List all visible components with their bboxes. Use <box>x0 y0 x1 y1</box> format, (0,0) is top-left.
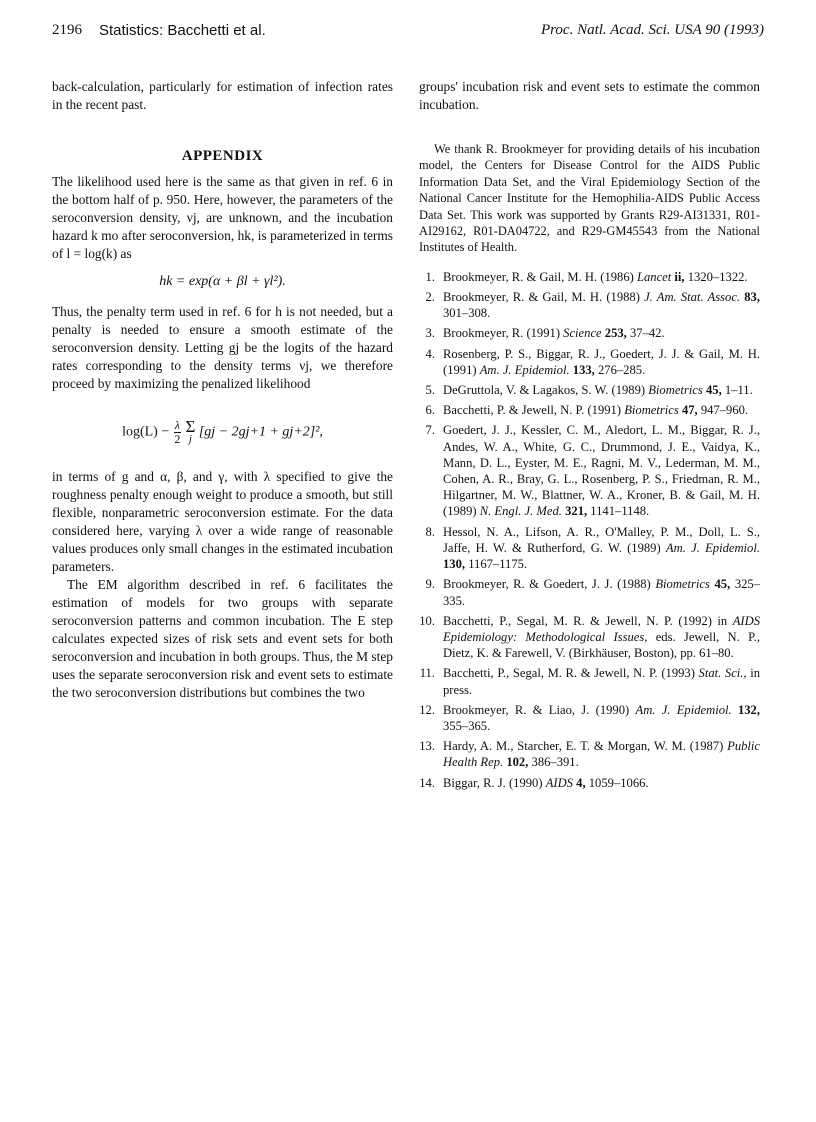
reference-item <box>419 738 760 770</box>
reference-pages: 1141–1148. <box>590 504 650 519</box>
reference-pages: 947–960. <box>700 403 749 418</box>
reference-number: 8. <box>425 524 435 539</box>
reference-volume: 102, <box>506 755 529 770</box>
reference-item <box>419 289 760 321</box>
reference-volume: 253, <box>604 326 627 341</box>
hazard-equation: hk = exp(α + βl + γl²). <box>159 274 286 289</box>
reference-authors: Rosenberg, P. S., Biggar, R. J., Goedert, J. J. & Gail, M. H. (1991) <box>443 346 760 377</box>
reference-journal: Biometrics <box>655 577 710 592</box>
reference-volume: 45, <box>714 577 731 592</box>
reference-pages: 276–285. <box>597 362 646 377</box>
eq-sigma: Σ <box>185 417 196 436</box>
reference-authors: Goedert, J. J., Kessler, C. M., Aledort, L. M., Biggar, R. J., Andes, W. A., White, G. C., Drummond, J. E., Vaidya, K., Mann, D. L., Eyster, M. E., Ragni, M. V., Lederman, M. M., Cohen, A. R., Bray, G. L., Rosenberg, P. S., Friedman, R. M., Hilgartner, M. W., Blattner, W. A., Kroner, B. & Gail, M. H. (1989) <box>443 423 760 519</box>
reference-journal: Am. J. Epidemiol. <box>635 702 732 717</box>
reference-journal: Biometrics <box>624 403 679 418</box>
reference-volume: 47, <box>681 403 698 418</box>
reference-authors: Hardy, A. M., Starcher, E. T. & Morgan, W. M. (1987) <box>443 739 724 754</box>
reference-item <box>419 422 760 519</box>
reference-authors: Bacchetti, P., Segal, M. R. & Jewell, N. P. (1992) in <box>443 613 728 628</box>
reference-journal: Am. J. Epidemiol. <box>479 362 570 377</box>
reference-authors: DeGruttola, V. & Lagakos, S. W. (1989) <box>443 383 646 398</box>
reference-volume: 130, <box>443 557 466 572</box>
eq-sum <box>185 417 196 445</box>
reference-volume: 132, <box>737 702 760 717</box>
reference-pages: 301–308. <box>443 306 491 321</box>
reference-item <box>419 576 760 608</box>
reference-item <box>419 402 760 418</box>
reference-pages: 1167–1175. <box>468 557 528 572</box>
reference-number: 10. <box>419 613 435 628</box>
page-header <box>52 22 764 42</box>
reference-list <box>419 269 760 791</box>
reference-authors: Bacchetti, P., Segal, M. R. & Jewell, N. P. (1993) <box>443 666 695 681</box>
reference-item <box>419 346 760 378</box>
reference-number: 12. <box>419 702 435 717</box>
reference-authors: Biggar, R. J. (1990) <box>443 775 543 790</box>
reference-journal: Public Health Rep. <box>443 739 760 770</box>
reference-pages: in press. <box>443 666 760 697</box>
reference-pages: eds. Jewell, N. P., Dietz, K. & Farewell, V. (Birkhäuser, Boston), pp. 61–80. <box>443 629 760 661</box>
reference-number: 6. <box>425 403 435 418</box>
reference-pages: 1059–1066. <box>588 775 649 790</box>
eq-penalty-body: [gj − 2gj+1 + gj+2]², <box>198 424 323 440</box>
reference-authors: Bacchetti, P. & Jewell, N. P. (1991) <box>443 403 622 418</box>
eq-lambda: λ <box>174 418 180 432</box>
reference-authors: Brookmeyer, R. & Gail, M. H. (1988) <box>443 290 640 305</box>
reference-number: 3. <box>425 326 435 341</box>
reference-pages: 1320–1322. <box>687 269 748 284</box>
reference-journal: N. Engl. J. Med. <box>479 504 562 519</box>
reference-item <box>419 775 760 791</box>
eq-log-likelihood: log(L) − <box>122 424 170 440</box>
reference-item <box>419 382 760 398</box>
reference-number: 5. <box>425 383 435 398</box>
reference-pages: 1–11. <box>724 383 753 398</box>
reference-authors: Brookmeyer, R. & Liao, J. (1990) <box>443 702 630 717</box>
reference-item <box>419 702 760 734</box>
reference-journal: Am. J. Epidemiol. <box>665 540 760 555</box>
running-title: Statistics: Bacchetti et al. <box>99 22 266 39</box>
reference-pages: 355–365. <box>443 718 491 733</box>
appendix-paragraph-4: The EM algorithm described in ref. 6 facilitates the estimation of models for two groups with separate seroconversion patterns and common incubation. The E step calculates expected sizes of risk sets and event sets for both seroconversion and incubation in both groups. Thus, the M step uses the separate seroconversion risk and event sets to estimate the two seroconversion distributions but combines the two <box>52 577 393 700</box>
reference-number: 2. <box>425 290 435 305</box>
reference-authors: Brookmeyer, R. & Goedert, J. J. (1988) <box>443 577 651 592</box>
reference-number: 4. <box>425 346 435 361</box>
reference-volume: 83, <box>744 290 760 305</box>
reference-journal: Stat. Sci., <box>698 666 747 681</box>
reference-pages: 386–391. <box>531 755 579 770</box>
reference-authors: Brookmeyer, R. (1991) <box>443 326 561 341</box>
eq-lambda-fraction <box>174 419 181 446</box>
reference-volume: 133, <box>572 362 595 377</box>
reference-volume: 4, <box>576 775 586 790</box>
reference-volume: 321, <box>565 504 588 519</box>
reference-journal: Lancet <box>636 269 672 284</box>
eq-sum-index: j <box>188 433 192 445</box>
reference-item <box>419 269 760 285</box>
penalized-likelihood-equation <box>52 419 393 446</box>
appendix-paragraph-1: The likelihood used here is the same as that given in ref. 6 in the bottom half of p. 950. Here, however, the parameters of the seroconversion density, νj, are unknown, and the incubation hazard k mo after seroconversion, hk, is parameterized in terms of l = log(k) as <box>52 174 393 261</box>
reference-number: 14. <box>419 775 435 790</box>
reference-pages: 325–335. <box>443 577 760 608</box>
reference-number: 11. <box>419 666 435 681</box>
reference-volume: 45, <box>705 383 722 398</box>
left-column <box>52 78 393 702</box>
continued-paragraph: groups' incubation risk and event sets to estimate the common incubation. <box>419 79 760 112</box>
journal-citation: Proc. Natl. Acad. Sci. USA 90 (1993) <box>540 22 764 38</box>
reference-item <box>419 325 760 341</box>
reference-journal: J. Am. Stat. Assoc. <box>644 290 741 305</box>
reference-number: 1. <box>425 269 435 284</box>
reference-number: 9. <box>425 577 435 592</box>
reference-number: 13. <box>419 739 435 754</box>
reference-item <box>419 665 760 697</box>
reference-journal: Science <box>563 326 602 341</box>
right-column <box>419 78 760 795</box>
reference-journal: Biometrics <box>648 383 703 398</box>
reference-journal: AIDS Epidemiology: Methodological Issues, <box>443 613 760 644</box>
reference-journal: AIDS <box>545 775 573 790</box>
reference-item <box>419 524 760 573</box>
reference-item <box>419 613 760 662</box>
appendix-paragraph-3: in terms of g and α, β, and γ, with λ specified to give the roughness penalty enough weight to produce a smooth, but still flexible, nonparametric seroconversion estimate. For the data considered here, varying λ over a wide range of reasonable values produces only small changes in the estimated incubation parameters. <box>52 469 393 574</box>
reference-authors: Hessol, N. A., Lifson, A. R., O'Malley, P. M., Doll, L. S., Jaffe, H. W. & Rutherford, G. W. (1989) <box>443 524 760 555</box>
reference-authors: Brookmeyer, R. & Gail, M. H. (1986) <box>443 269 634 284</box>
eq-two: 2 <box>174 432 181 446</box>
intro-continued-paragraph: back-calculation, particularly for estimation of infection rates in the recent past. <box>52 79 393 112</box>
page-number: 2196 <box>52 22 82 38</box>
appendix-heading: APPENDIX <box>181 148 264 164</box>
reference-number: 7. <box>425 423 435 438</box>
reference-pages: 37–42. <box>629 326 665 341</box>
reference-volume: ii, <box>674 269 685 284</box>
appendix-paragraph-2: Thus, the penalty term used in ref. 6 for h is not needed, but a penalty is needed to ensure a smooth estimate of the seroconversion density. Letting gj be the logits of the hazard rates corresponding to the density terms νj, we therefore proceed by maximizing the penalized likelihood <box>52 304 393 391</box>
acknowledgment-paragraph: We thank R. Brookmeyer for providing details of his incubation model, the Centers for Disease Control for the AIDS Public Information Data Set, and the Viral Epidemiology Section of the National Cancer Institute for the Hemophilia-AIDS Public Access Data Set. This work was supported by Grants R29-AI31331, R01-AI29162, R01-DA04722, and R29-GM45543 from the National Institutes of Health. <box>419 142 760 255</box>
